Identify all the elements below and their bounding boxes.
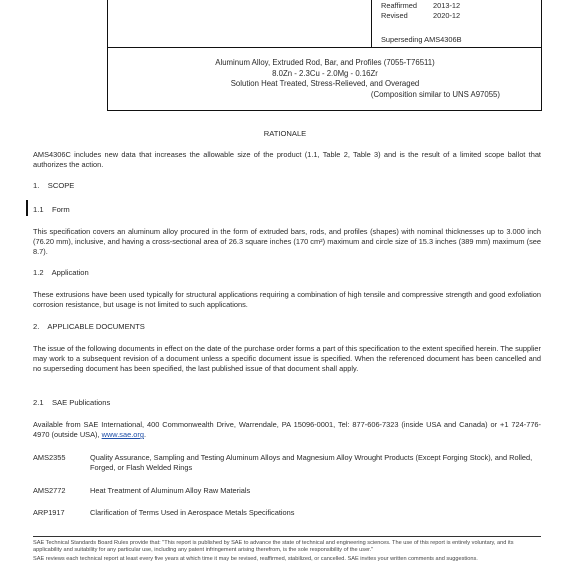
header-box-bottom-border [107, 47, 542, 48]
footer-divider [33, 536, 541, 537]
sae-publications-heading: 2.1 SAE Publications [33, 398, 111, 407]
superseding-row [381, 35, 539, 45]
rationale-text: AMS4306C includes new data that increases the allowable size of the product (1.1, Table 2, Table 3) and is the result of a limited scope ballot that authorizes the action. [33, 150, 541, 169]
footer-notice-2: SAE reviews each technical report at least every five years at which time it may be revised, reaffirmed, stabilized, or cancelled. SAE invites your written comments and suggestions. [33, 556, 478, 562]
title-box-bottom-border [107, 110, 542, 111]
change-bar [26, 200, 28, 216]
superseding-text: Superseding AMS4306B [381, 35, 462, 44]
document-title [150, 58, 500, 100]
header-box-left-border [107, 0, 108, 47]
application-text: These extrusions have been used typically for structural applications requiring a combination of high tensile and compressive strength and good exfoliation corrosion resistance, but usage is not limited to such applications. [33, 290, 541, 309]
sae-website-link[interactable]: www.sae.org [101, 430, 144, 439]
title-line-1: Aluminum Alloy, Extruded Rod, Bar, and Profiles (7055-T76511) [215, 58, 435, 67]
title-box-left-border [107, 47, 108, 110]
header-box-divider [371, 0, 372, 47]
reaffirmed-row [381, 1, 539, 11]
reaffirmed-label: Reaffirmed [381, 1, 418, 10]
reference-description: Quality Assurance, Sampling and Testing Aluminum Alloys and Magnesium Alloy Wrought Products (Except Forging Stock), and Rolled, Forged, or Flash Welded Rings [90, 453, 533, 472]
applicable-documents-text: The issue of the following documents in effect on the date of the purchase order forms a part of this specification to the extent specified herein. The supplier may work to a subsequent revision of a document unless a specific document issue is specified. When the referenced document has been cancelled and no superseding document has been specified, the last published issue of that document shall apply. [33, 344, 541, 373]
title-line-4: (Composition similar to UNS A97055) [370, 89, 500, 99]
sae-availability-text-before: Available from SAE International, 400 Commonwealth Drive, Warrendale, PA 15096-0001, Tel: 877-606-7323 (inside USA and Canada) or +1 724-776-4970 (outside USA), [33, 420, 541, 439]
footer-notice-1: SAE Technical Standards Board Rules provide that: "This report is published by SAE to advance the state of technical and engineering sciences. The use of this report is entirely voluntary, and its applicability and suitability for any particular use, including any patent infringement arising therefrom, is the sole responsibility of the user." [33, 540, 514, 553]
applicable-documents-heading: 2. APPLICABLE DOCUMENTS [33, 322, 145, 331]
reference-code: ARP1917 [33, 508, 65, 517]
reference-code: AMS2772 [33, 486, 66, 495]
reference-item [33, 486, 541, 496]
sae-availability-text-after: . [143, 430, 146, 439]
rationale-heading: RATIONALE [263, 129, 307, 138]
title-line-3: Solution Heat Treated, Stress-Relieved, and Overaged [230, 79, 420, 88]
form-text: This specification covers an aluminum alloy procured in the form of extruded bars, rods, and profiles (shapes) with nominal thicknesses up to 3.000 inch (76.20 mm), inclusive, and having a cross-sectional area of 26.3 square inches (170 cm²) maximum and circle size of 15.3 inches (389 mm) maximum (see 8.7). [33, 227, 541, 256]
reaffirmed-value: 2013-12 [433, 1, 461, 10]
form-heading: 1.1 Form [33, 205, 70, 214]
revised-row [381, 11, 539, 21]
reference-code: AMS2355 [33, 453, 66, 462]
revised-value: 2020-12 [433, 11, 461, 20]
scope-heading: 1. SCOPE [33, 181, 75, 190]
reference-item [33, 508, 541, 518]
reference-description: Clarification of Terms Used in Aerospace Metals Specifications [90, 508, 295, 517]
revised-label: Revised [381, 11, 408, 20]
application-heading: 1.2 Application [33, 268, 89, 277]
title-box-right-border [541, 47, 542, 110]
reference-description: Heat Treatment of Aluminum Alloy Raw Materials [90, 486, 251, 495]
header-box-right-border [541, 0, 542, 47]
title-line-2: 8.0Zn - 2.3Cu - 2.0Mg - 0.16Zr [272, 68, 378, 78]
sae-availability-text [33, 420, 541, 440]
reference-item [33, 453, 541, 473]
header-info [381, 1, 539, 45]
